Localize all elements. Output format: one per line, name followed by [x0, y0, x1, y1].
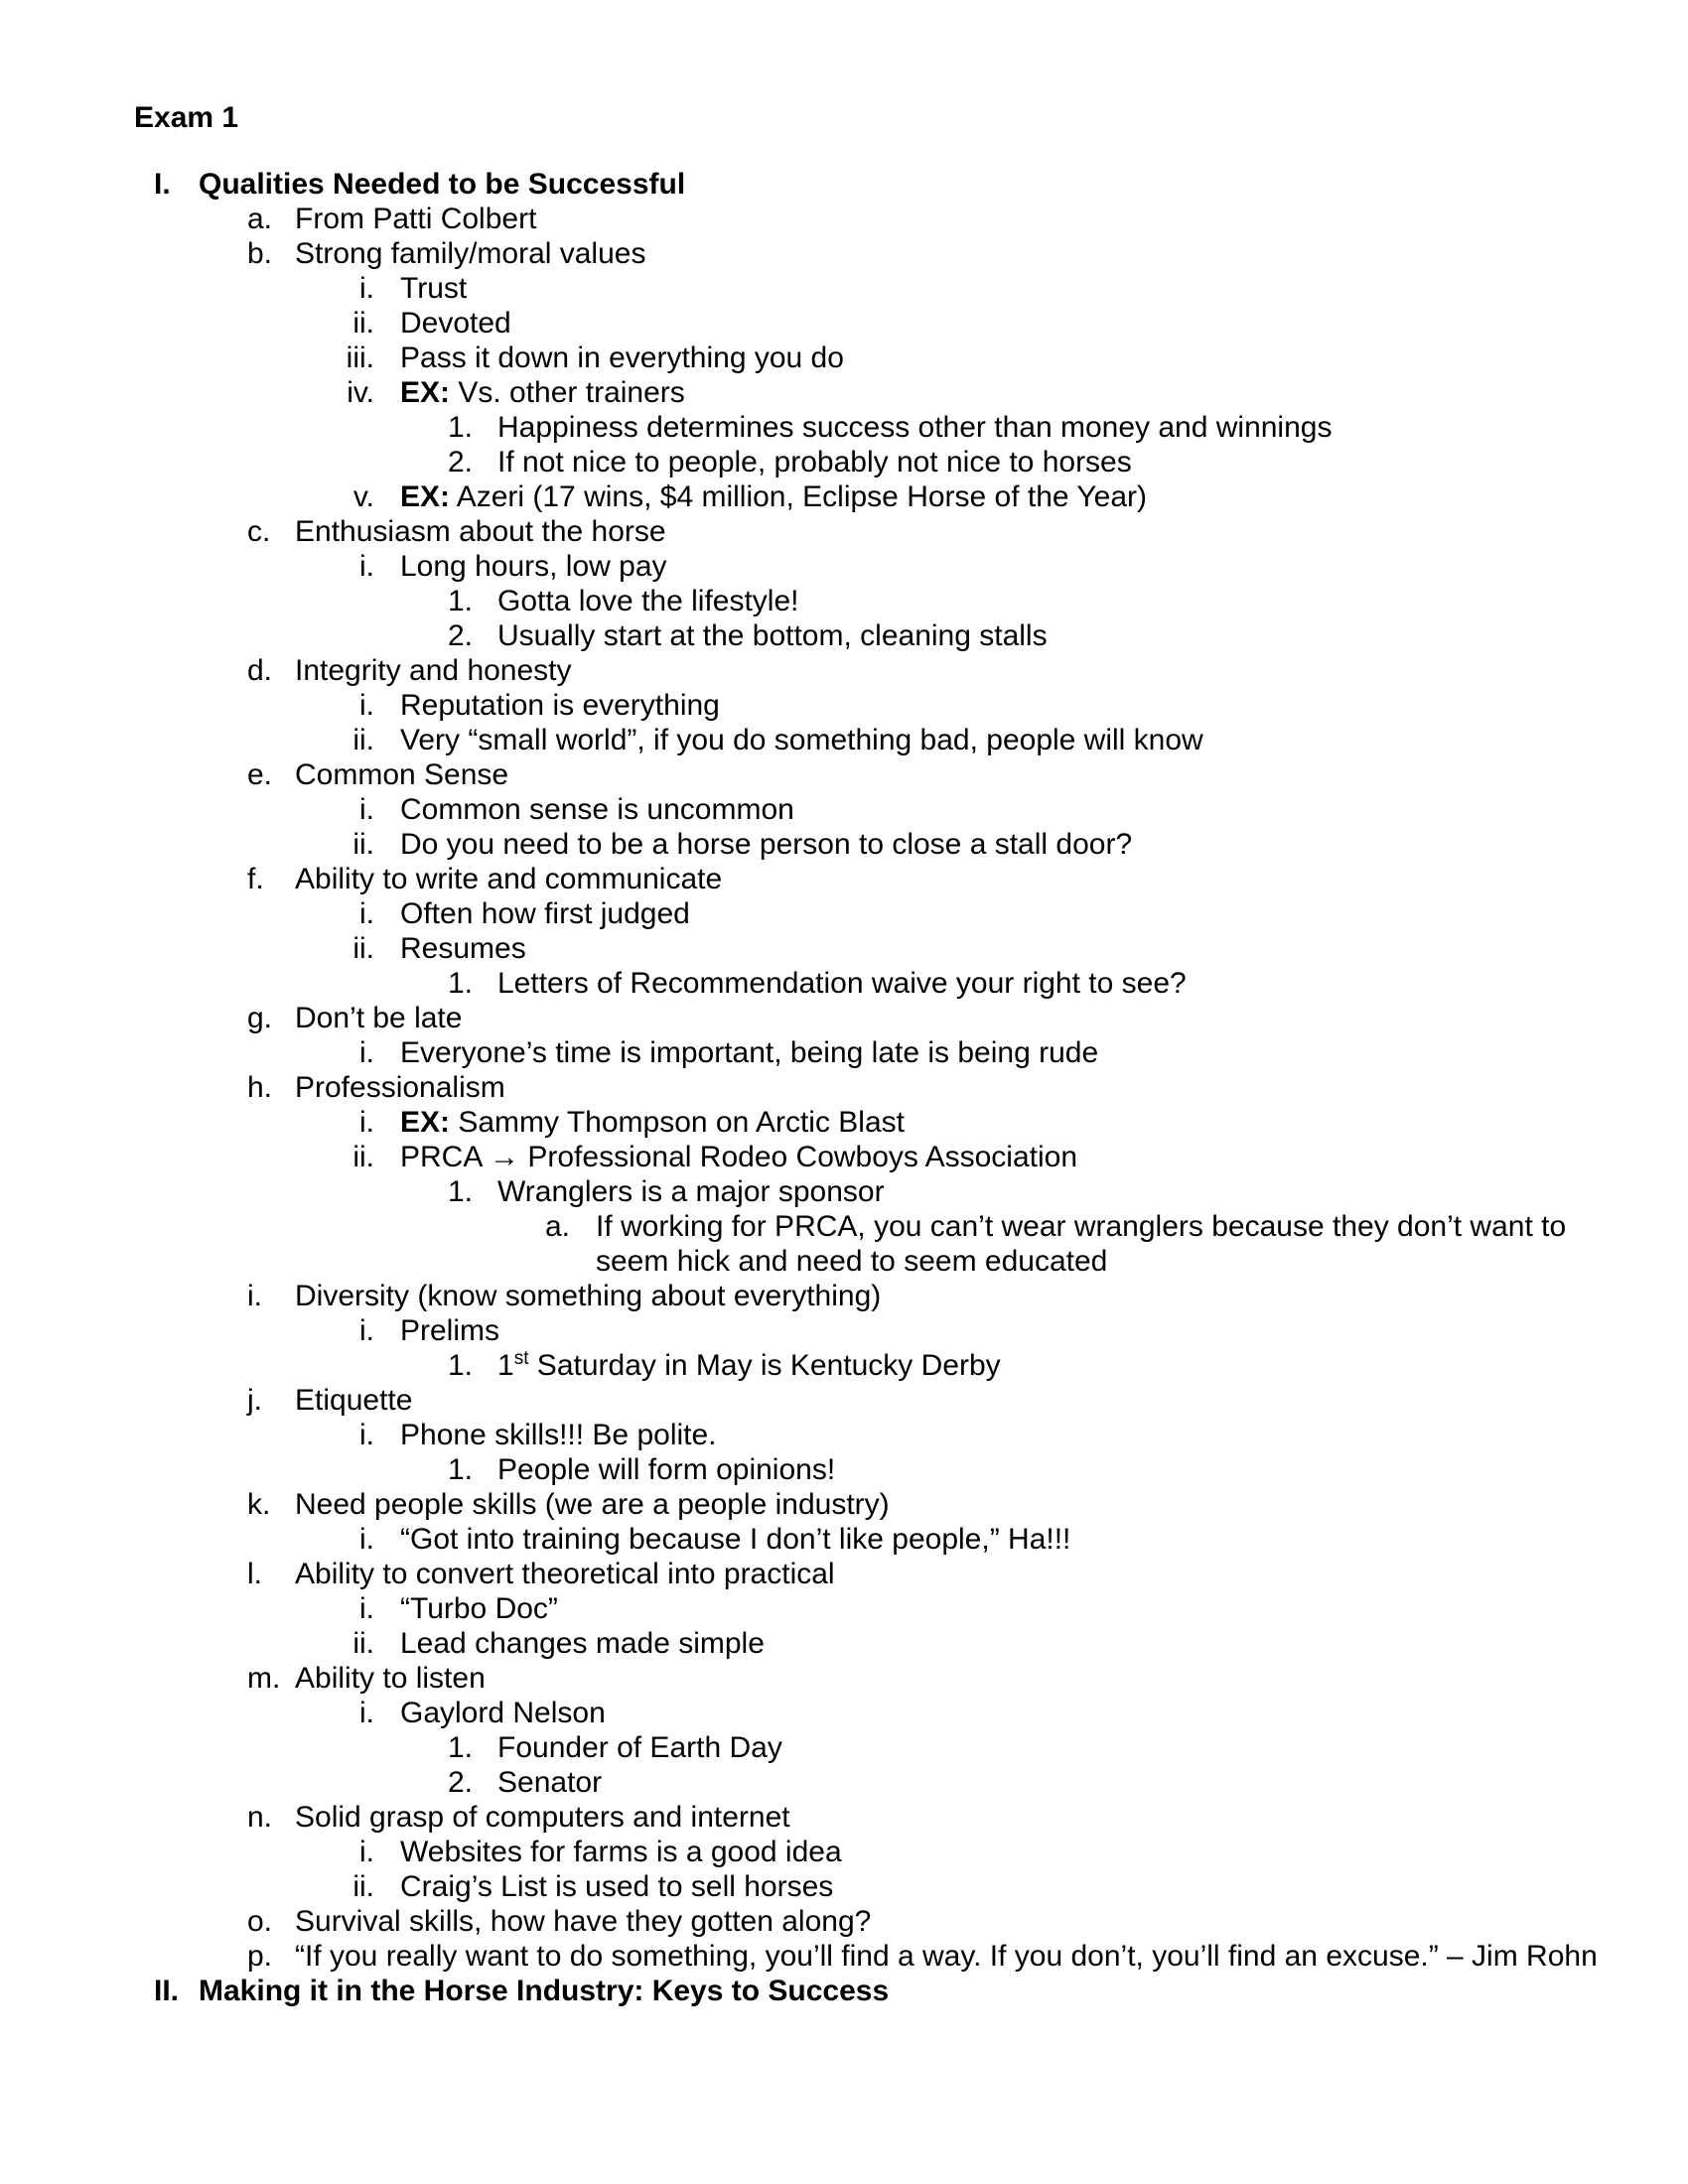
list-marker: l. — [247, 1558, 262, 1590]
outline-item — [0, 1383, 1628, 1418]
list-marker: i. — [359, 272, 374, 305]
outline-text: “Got into training because I don’t like people,” Ha!!! — [400, 1523, 1071, 1556]
list-marker: ii. — [352, 724, 374, 756]
list-marker: 2. — [448, 1766, 474, 1799]
outline-text: Prelims — [400, 1314, 500, 1347]
outline-text: Very “small world”, if you do something bad, people will know — [400, 724, 1203, 756]
outline-item — [0, 1452, 1628, 1487]
outline-item — [0, 1348, 1628, 1383]
list-marker: ii. — [352, 1870, 374, 1903]
outline-text: Etiquette — [295, 1384, 413, 1417]
list-marker: i. — [359, 793, 374, 826]
list-marker: e. — [247, 758, 273, 791]
outline-item — [0, 827, 1628, 862]
outline-text: From Patti Colbert — [295, 203, 537, 235]
list-marker: II. — [154, 1975, 180, 2007]
outline-item — [0, 1070, 1628, 1105]
outline-item — [0, 966, 1628, 1001]
outline-item — [0, 1800, 1628, 1835]
outline-text: People will form opinions! — [497, 1453, 836, 1486]
outline-text: Common Sense — [295, 758, 509, 791]
outline-item — [0, 688, 1628, 723]
outline — [0, 167, 1628, 2008]
outline-item — [0, 1974, 1628, 2008]
outline-text: EX: Sammy Thompson on Arctic Blast — [400, 1106, 905, 1139]
outline-item — [0, 1904, 1628, 1939]
outline-text: Trust — [400, 272, 468, 305]
list-marker: ii. — [352, 828, 374, 861]
outline-item — [0, 410, 1628, 445]
list-marker: 1. — [448, 1731, 474, 1764]
outline-item — [0, 1035, 1628, 1070]
outline-item — [0, 1557, 1628, 1591]
outline-item — [0, 757, 1628, 792]
outline-text: Ability to listen — [295, 1662, 486, 1695]
outline-text: Integrity and honesty — [295, 654, 572, 687]
outline-item — [0, 167, 1628, 202]
list-marker: c. — [247, 515, 271, 548]
list-marker: i. — [359, 550, 374, 583]
list-marker: ii. — [352, 1141, 374, 1173]
list-marker: g. — [247, 1002, 273, 1034]
document-title: Exam 1 — [134, 101, 239, 134]
list-marker: ii. — [352, 1627, 374, 1660]
outline-item — [0, 1765, 1628, 1800]
outline-item — [0, 1140, 1628, 1174]
outline-text: “If you really want to do something, you’ll find a way. If you don’t, you’ll find an excuse.” – Jim Rohn — [295, 1940, 1598, 1973]
outline-text: Making it in the Horse Industry: Keys to Success — [199, 1975, 890, 2007]
outline-item — [0, 1001, 1628, 1035]
list-marker: f. — [247, 863, 264, 895]
outline-item — [0, 236, 1628, 271]
outline-item — [0, 1939, 1628, 1974]
outline-item — [0, 1869, 1628, 1904]
outline-text: Phone skills!!! Be polite. — [400, 1419, 717, 1451]
outline-item — [0, 306, 1628, 341]
outline-text: EX: Azeri (17 wins, $4 million, Eclipse Horse of the Year) — [400, 480, 1148, 513]
outline-text: Common sense is uncommon — [400, 793, 794, 826]
list-marker: iii. — [346, 341, 374, 374]
list-marker: i. — [359, 1836, 374, 1868]
outline-item — [0, 1835, 1628, 1869]
outline-item — [0, 202, 1628, 236]
list-marker: d. — [247, 654, 273, 687]
list-marker: 1. — [448, 411, 474, 444]
list-marker: m. — [247, 1662, 281, 1695]
list-marker: v. — [352, 480, 374, 513]
outline-item — [0, 1418, 1628, 1452]
outline-item — [0, 1626, 1628, 1661]
outline-text: If not nice to people, probably not nice to horses — [497, 446, 1132, 478]
outline-text: Strong family/moral values — [295, 237, 646, 270]
list-marker: i. — [359, 1036, 374, 1069]
outline-text: Founder of Earth Day — [497, 1731, 782, 1764]
list-marker: ii. — [352, 932, 374, 965]
outline-text: Ability to convert theoretical into practical — [295, 1558, 835, 1590]
outline-text: Diversity (know something about everything) — [295, 1280, 882, 1312]
outline-text: Professionalism — [295, 1071, 505, 1104]
outline-text: Gotta love the lifestyle! — [497, 585, 799, 617]
outline-item — [0, 479, 1628, 514]
list-marker: 1. — [448, 1453, 474, 1486]
outline-item — [0, 653, 1628, 688]
outline-item — [0, 1105, 1628, 1140]
list-marker: 1. — [448, 1349, 474, 1382]
outline-text: Devoted — [400, 307, 511, 340]
outline-text: Usually start at the bottom, cleaning stalls — [497, 619, 1048, 652]
outline-item — [0, 1174, 1628, 1209]
list-marker: b. — [247, 237, 273, 270]
list-marker: i. — [359, 1592, 374, 1625]
outline-item — [0, 1591, 1628, 1626]
outline-item — [0, 723, 1628, 757]
outline-text: 1st Saturday in May is Kentucky Derby — [497, 1348, 1001, 1382]
outline-item — [0, 1661, 1628, 1696]
outline-text: EX: Vs. other trainers — [400, 376, 685, 409]
list-marker: 1. — [448, 585, 474, 617]
outline-text: Gaylord Nelson — [400, 1697, 606, 1729]
list-marker: 2. — [448, 446, 474, 478]
outline-item — [0, 1730, 1628, 1765]
outline-item — [0, 341, 1628, 375]
list-marker: i. — [247, 1280, 262, 1312]
list-marker: ii. — [352, 307, 374, 340]
outline-text: Everyone’s time is important, being late is being rude — [400, 1036, 1099, 1069]
outline-text: “Turbo Doc” — [400, 1592, 558, 1625]
outline-item — [0, 1487, 1628, 1522]
list-marker: a. — [247, 203, 273, 235]
list-marker: k. — [247, 1488, 271, 1521]
outline-item — [0, 618, 1628, 653]
outline-item — [0, 862, 1628, 896]
outline-text: Qualities Needed to be Successful — [199, 168, 686, 201]
list-marker: n. — [247, 1801, 273, 1834]
outline-item — [0, 549, 1628, 584]
outline-item — [0, 1696, 1628, 1730]
list-marker: 1. — [448, 967, 474, 1000]
outline-item — [0, 1279, 1628, 1313]
list-marker: i. — [359, 1419, 374, 1451]
list-marker: i. — [359, 689, 374, 722]
outline-text: Wranglers is a major sponsor — [497, 1175, 885, 1208]
list-marker: i. — [359, 1314, 374, 1347]
outline-text: Enthusiasm about the horse — [295, 515, 666, 548]
outline-item — [0, 271, 1628, 306]
outline-item — [0, 931, 1628, 966]
outline-item — [0, 375, 1628, 410]
outline-text: Senator — [497, 1766, 603, 1799]
outline-text: Reputation is everything — [400, 689, 720, 722]
outline-item — [0, 514, 1628, 549]
list-marker: i. — [359, 1106, 374, 1139]
list-marker: h. — [247, 1071, 273, 1104]
outline-text: Lead changes made simple — [400, 1627, 765, 1660]
outline-text: Survival skills, how have they gotten along? — [295, 1905, 872, 1938]
list-marker: p. — [247, 1940, 273, 1973]
outline-text: PRCA → Professional Rodeo Cowboys Association — [400, 1141, 1078, 1173]
outline-text: Do you need to be a horse person to close a stall door? — [400, 828, 1133, 861]
outline-item — [0, 896, 1628, 931]
outline-text: Craig’s List is used to sell horses — [400, 1870, 834, 1903]
outline-item — [0, 1313, 1628, 1348]
list-marker: i. — [359, 897, 374, 930]
outline-item — [0, 1522, 1628, 1557]
outline-text: Pass it down in everything you do — [400, 341, 844, 374]
list-marker: 1. — [448, 1175, 474, 1208]
outline-text: Need people skills (we are a people industry) — [295, 1488, 890, 1521]
outline-text: Letters of Recommendation waive your right to see? — [497, 967, 1187, 1000]
outline-text: Happiness determines success other than money and winnings — [497, 411, 1333, 444]
outline-text: Resumes — [400, 932, 526, 965]
outline-item — [0, 445, 1628, 479]
list-marker: i. — [359, 1697, 374, 1729]
outline-item — [0, 1209, 1628, 1279]
outline-text: Websites for farms is a good idea — [400, 1836, 842, 1868]
list-marker: a. — [545, 1210, 571, 1243]
outline-text: If working for PRCA, you can’t wear wranglers because they don’t want to seem hick and need to seem educated — [596, 1210, 1567, 1278]
outline-text: Don’t be late — [295, 1002, 463, 1034]
outline-item — [0, 584, 1628, 618]
outline-text: Often how first judged — [400, 897, 690, 930]
outline-text: Ability to write and communicate — [295, 863, 723, 895]
list-marker: o. — [247, 1905, 273, 1938]
list-marker: j. — [247, 1384, 262, 1417]
outline-item — [0, 792, 1628, 827]
list-marker: 2. — [448, 619, 474, 652]
outline-text: Long hours, low pay — [400, 550, 667, 583]
outline-text: Solid grasp of computers and internet — [295, 1801, 790, 1834]
list-marker: iv. — [347, 376, 374, 409]
list-marker: i. — [359, 1523, 374, 1556]
list-marker: I. — [154, 168, 171, 201]
